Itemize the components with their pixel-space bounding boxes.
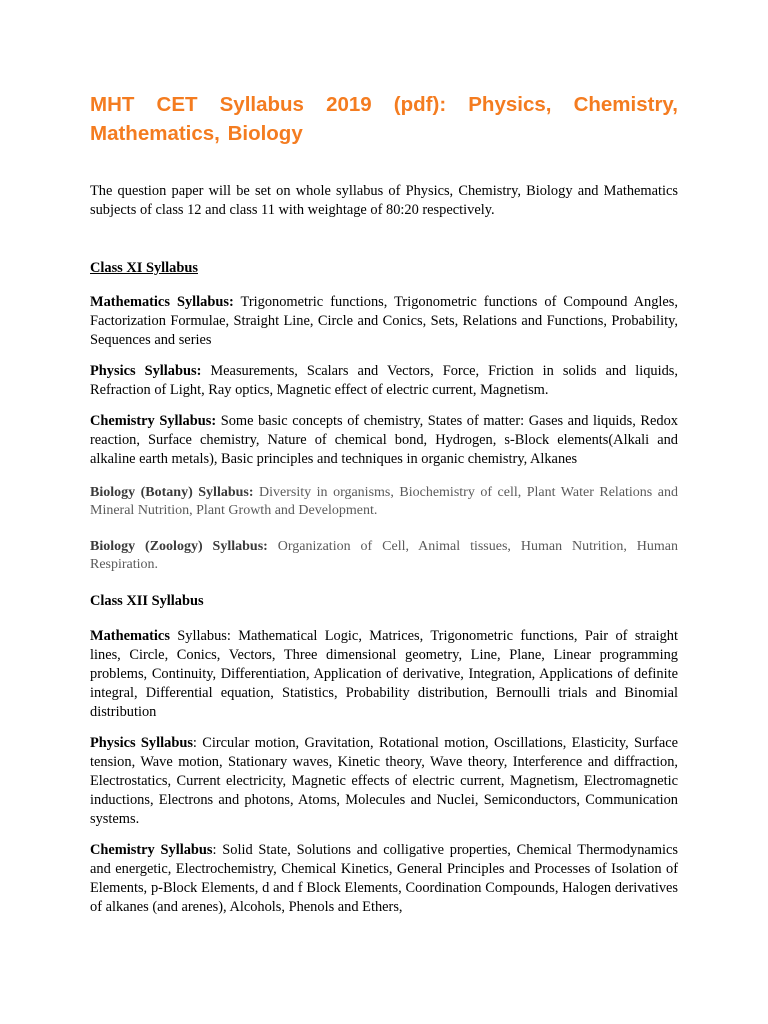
class-xii-mathematics <box>90 627 678 722</box>
class-xii-chemistry-label: Chemistry Syllabus <box>90 842 213 858</box>
class-xi-physics-text: Measurements, Scalars and Vectors, Force, Friction in solids and liquids, Refraction of Light, Ray optics, Magnetic effect of electric current, Magnetism. <box>90 363 678 398</box>
class-xi-zoology <box>90 538 678 574</box>
class-xi-physics-label: Physics Syllabus: <box>90 363 202 379</box>
class-xi-heading: Class XI Syllabus <box>90 260 198 276</box>
class-xii-physics-label: Physics Syllabus <box>90 735 193 751</box>
class-xi-mathematics-label: Mathematics Syllabus: <box>90 294 234 310</box>
class-xi-chemistry-text: Some basic concepts of chemistry, States of matter: Gases and liquids, Redox reaction, Surface chemistry, Nature of chemical bond, Hydrogen, s-Block elements(Alkali and alkaline earth metals), Basic principles and techniques in organic chemistry, Alkanes <box>90 413 678 467</box>
document-page <box>90 90 678 929</box>
class-xi-chemistry <box>90 412 678 469</box>
intro-paragraph: The question paper will be set on whole syllabus of Physics, Chemistry, Biology and Mathematics subjects of class 12 and class 11 with weightage of 80:20 respectively. <box>90 183 678 218</box>
class-xi-chemistry-label: Chemistry Syllabus: <box>90 413 217 429</box>
page-title: MHT CET Syllabus 2019 (pdf): Physics, Chemistry, Mathematics, Biology <box>90 93 678 145</box>
class-xi-zoology-text: Organization of Cell, Animal tissues, Human Nutrition, Human Respiration. <box>90 539 679 572</box>
class-xi-zoology-label: Biology (Zoology) Syllabus: <box>90 539 268 554</box>
class-xii-chemistry <box>90 841 678 917</box>
class-xi-mathematics-text: Trigonometric functions, Trigonometric functions of Compound Angles, Factorization Formulae, Straight Line, Circle and Conics, Sets, Relations and Functions, Probability, Sequences and series <box>90 294 679 348</box>
class-xii-heading: Class XII Syllabus <box>90 593 204 609</box>
class-xii-mathematics-label: Mathematics <box>90 628 170 644</box>
class-xi-physics <box>90 362 678 400</box>
class-xii-physics <box>90 734 678 829</box>
class-xi-botany <box>90 484 678 520</box>
class-xi-mathematics <box>90 293 678 350</box>
class-xii-physics-text: : Circular motion, Gravitation, Rotational motion, Oscillations, Elasticity, Surface tension, Wave motion, Stationary waves, Kinetic theory, Wave theory, Interference and diffraction, Electrostatics, Current electricity, Magnetic effects of electric current, Magnetism, Electromagnetic inductions, Electrons and photons, Atoms, Molecules and Nuclei, Semiconductors, Communication systems. <box>90 735 678 827</box>
class-xi-botany-label: Biology (Botany) Syllabus: <box>90 485 254 500</box>
class-xi-botany-text: Diversity in organisms, Biochemistry of cell, Plant Water Relations and Mineral Nutrition, Plant Growth and Development. <box>90 485 678 518</box>
class-xii-chemistry-text: : Solid State, Solutions and colligative properties, Chemical Thermodynamics and energetic, Electrochemistry, Chemical Kinetics, General Principles and Processes of Isolation of Elements, p-Block Elements, d and f Block Elements, Coordination Compounds, Halogen derivatives of alkanes (and arenes), Alcohols, Phenols and Ethers, <box>90 842 679 915</box>
class-xii-mathematics-text: Syllabus: Mathematical Logic, Matrices, Trigonometric functions, Pair of straight lines, Circle, Conics, Vectors, Three dimensional geometry, Line, Plane, Linear programming problems, Continuity, Differentiation, Application of derivative, Integration, Applications of definite integral, Differential equation, Statistics, Probability distribution, Bernoulli trials and Binomial distribution <box>90 628 678 720</box>
